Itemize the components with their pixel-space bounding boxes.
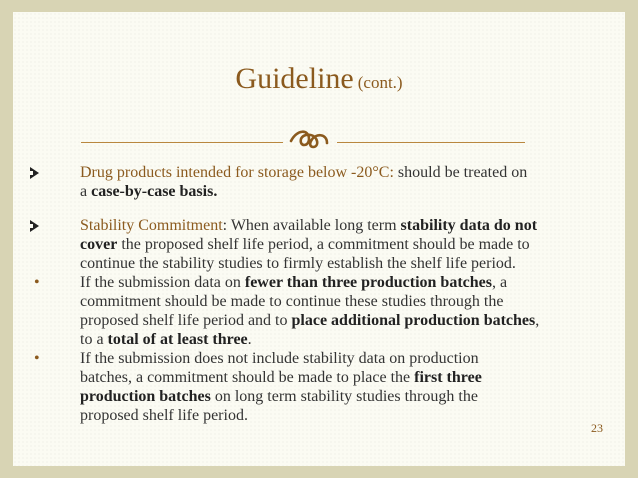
bullet-text: commitment should be made to continue these studies through the	[80, 293, 504, 310]
arrow-bullet-icon	[30, 216, 48, 235]
bullet-text: ,	[535, 312, 540, 329]
bullet-lead: Drug products intended for storage below -20°C	[80, 164, 390, 181]
bullet-text-tail: should be treated on	[393, 164, 528, 181]
bullet-bold: stability data do not	[400, 217, 538, 234]
divider-line-left	[81, 142, 283, 143]
title-divider	[81, 133, 525, 149]
list-item	[22, 349, 585, 425]
bullet-dot: •	[34, 274, 40, 291]
list-item	[22, 273, 585, 349]
title-main: Guideline	[235, 62, 354, 95]
bullet-bold: fewer than three production batches	[244, 274, 492, 291]
bullet-text: If the submission does not include stability data on production	[80, 350, 479, 367]
bullet-text: proposed shelf life period and to	[80, 312, 292, 329]
bullet-bold: place additional production batches	[291, 312, 536, 329]
bullet-text: the proposed shelf life period, a commitment should be made to	[117, 236, 530, 253]
list-item: Drug products intended for storage below -20°C: should be treated on a case-by-case basis.	[22, 163, 585, 201]
bullet-lead: Stability Commitment	[80, 217, 223, 234]
slide-title	[13, 62, 625, 96]
bullet-text: proposed shelf life period.	[80, 407, 248, 424]
slide-content-area	[13, 12, 625, 466]
list-item	[22, 216, 585, 273]
bullet-bold: production batches	[80, 388, 211, 405]
bullet-text: If the submission data on	[80, 274, 245, 291]
bullet-text: to a	[80, 331, 108, 348]
bullet-text: a	[80, 183, 92, 200]
title-sub: (cont.)	[357, 73, 403, 92]
bullet-text: : When available long term	[222, 217, 401, 234]
arrow-bullet-icon	[30, 163, 48, 182]
bullet-text: continue the stability studies to firmly establish the shelf life period.	[80, 255, 516, 272]
bullet-bold: cover	[80, 236, 118, 253]
bullet-bold: case-by-case basis.	[91, 183, 218, 200]
bullet-bold: total of at least three	[107, 331, 248, 348]
bullet-text: on long term stability studies through the	[210, 388, 478, 405]
scroll-ornament-icon	[287, 127, 331, 151]
bullet-bold: first three	[414, 369, 482, 386]
bullet-list	[22, 163, 585, 425]
bullet-text: .	[247, 331, 252, 348]
bullet-text: batches, a commitment should be made to place the	[80, 369, 415, 386]
divider-line-right	[337, 142, 525, 143]
bullet-text: , a	[491, 274, 508, 291]
page-number: 23	[591, 421, 603, 435]
bullet-dot: •	[34, 350, 40, 367]
